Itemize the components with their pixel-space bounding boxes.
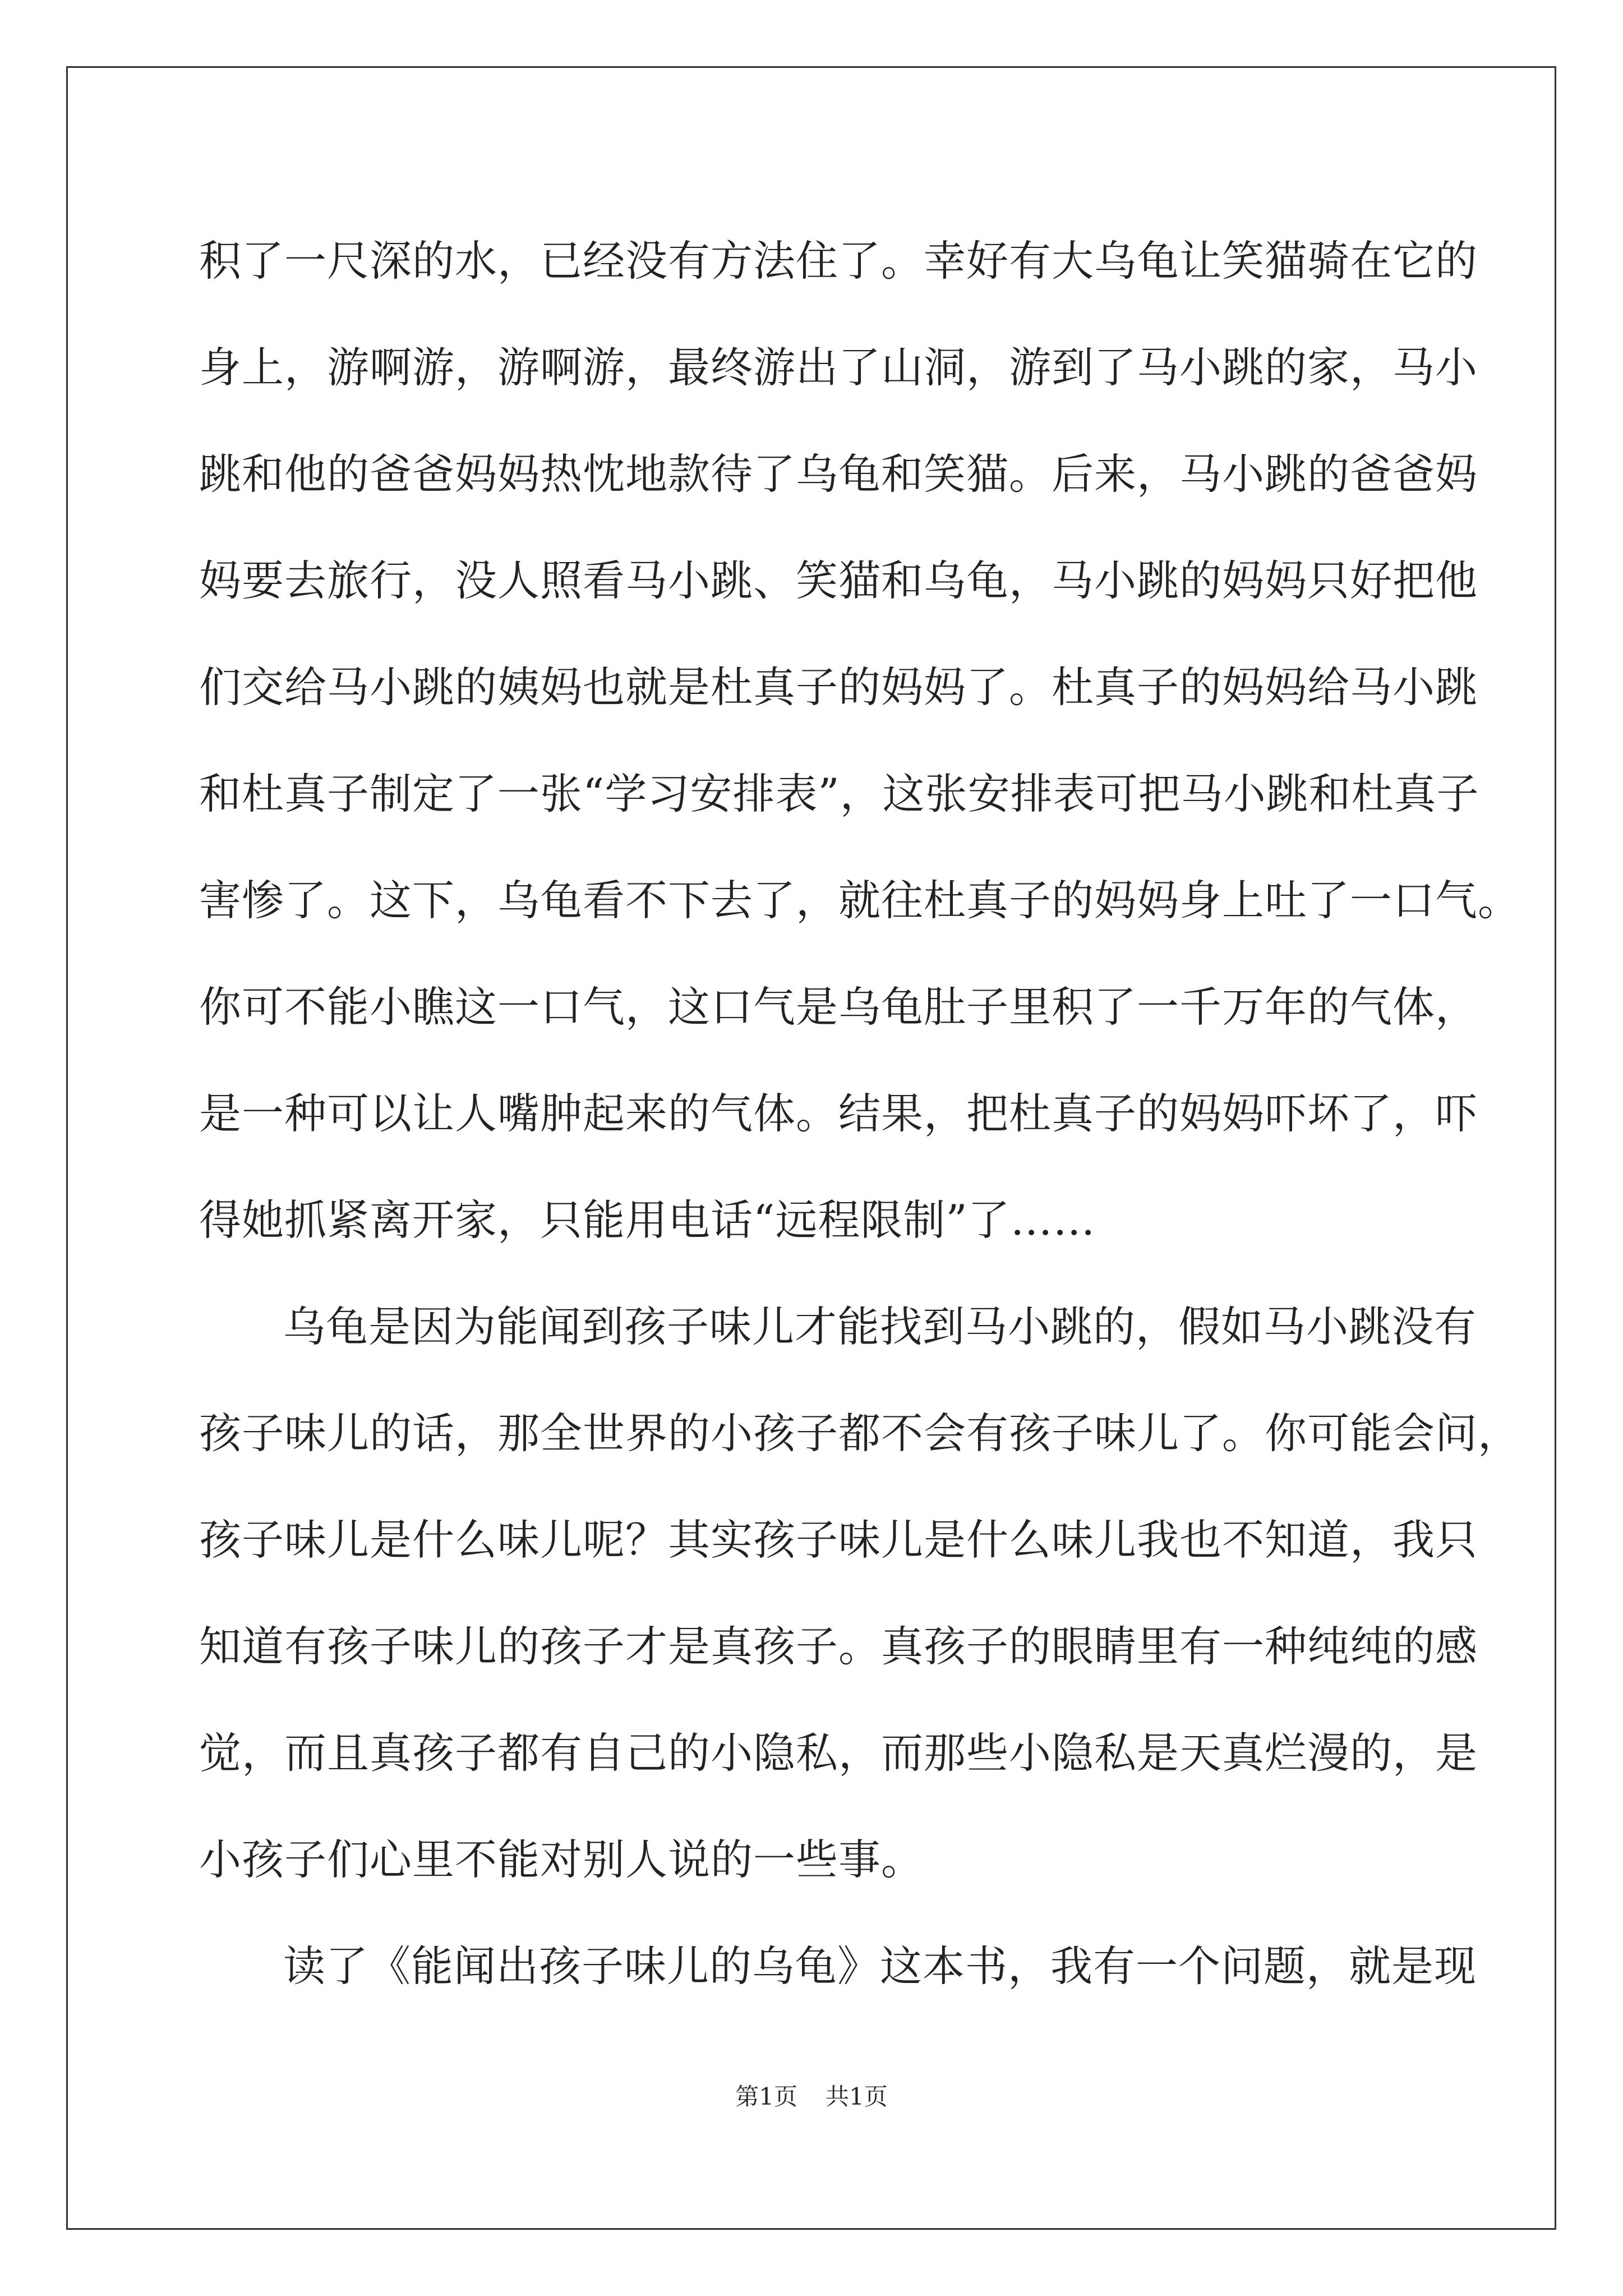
text-line-7: 害惨了。这下，乌龟看不下去了，就往杜真子的妈妈身上吐了一口气。 <box>199 876 1521 925</box>
text-line-14: 知道有孩子味儿的孩子才是真孩子。真孩子的眼睛里有一种纯纯的感 <box>199 1622 1478 1671</box>
page-number: 第1页 <box>735 2083 797 2110</box>
text-line-11: 乌龟是因为能闻到孩子味儿才能找到马小跳的，假如马小跳没有 <box>283 1302 1477 1351</box>
text-line-3: 跳和他的爸爸妈妈热忱地款待了乌龟和笑猫。后来，马小跳的爸爸妈 <box>199 449 1478 499</box>
text-line-4: 妈要去旅行，没人照看马小跳、笑猫和乌龟，马小跳的妈妈只好把他 <box>199 556 1478 605</box>
text-line-5: 们交给马小跳的姨妈也就是杜真子的妈妈了。杜真子的妈妈给马小跳 <box>199 662 1478 712</box>
text-line-12: 孩子味儿的话，那全世界的小孩子都不会有孩子味儿了。你可能会问， <box>199 1409 1521 1458</box>
document-body <box>199 208 1521 2019</box>
page-total: 共1页 <box>826 2083 888 2110</box>
text-line-1: 积了一尺深的水，已经没有方法住了。幸好有大乌龟让笑猫骑在它的 <box>199 236 1478 286</box>
text-line-17: 读了《能闻出孩子味儿的乌龟》这本书，我有一个问题，就是现 <box>283 1941 1477 1991</box>
text-line-15: 觉，而且真孩子都有自己的小隐私，而那些小隐私是天真烂漫的，是 <box>199 1728 1478 1778</box>
page-footer <box>0 2078 1623 2112</box>
text-line-10: 得她抓紧离开家，只能用电话“远程限制”了…… <box>199 1195 1096 1245</box>
text-line-13: 孩子味儿是什么味儿呢？其实孩子味儿是什么味儿我也不知道，我只 <box>199 1515 1478 1565</box>
text-line-2: 身上，游啊游，游啊游，最终游出了山洞，游到了马小跳的家，马小 <box>199 343 1478 392</box>
text-line-9: 是一种可以让人嘴肿起来的气体。结果，把杜真子的妈妈吓坏了，吓 <box>199 1089 1478 1138</box>
text-line-16: 小孩子们心里不能对别人说的一些事。 <box>199 1835 924 1884</box>
text-line-8: 你可不能小瞧这一口气，这口气是乌龟肚子里积了一千万年的气体， <box>199 982 1478 1032</box>
text-line-6: 和杜真子制定了一张“学习安排表”，这张安排表可把马小跳和杜真子 <box>199 769 1479 818</box>
